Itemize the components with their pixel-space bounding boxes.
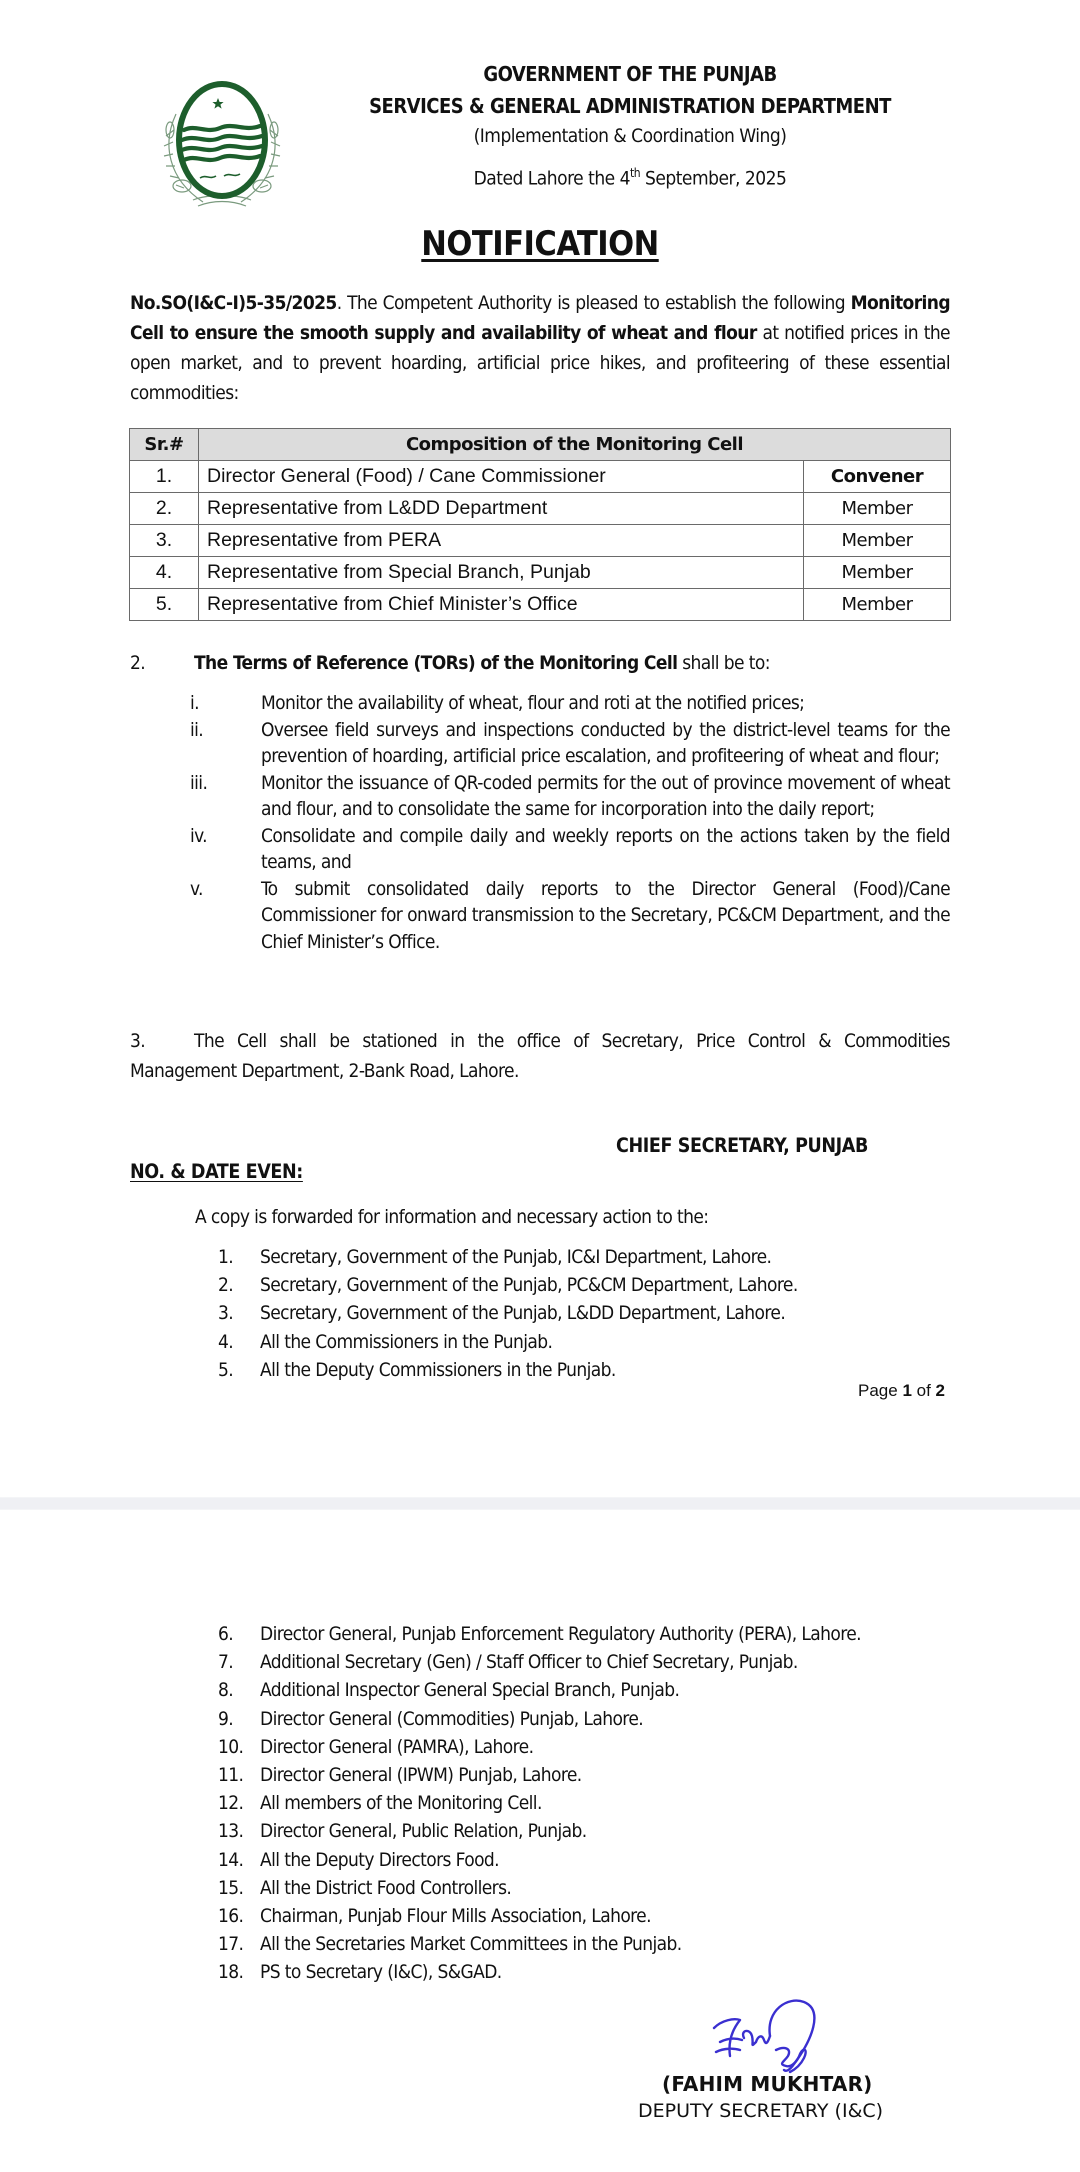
list-marker: 15. — [218, 1876, 244, 1899]
list-item-text: Additional Inspector General Special Branch, Punjab. — [260, 1679, 680, 1702]
list-marker: 9. — [218, 1707, 234, 1730]
reference-number: No.SO(I&C-I)5-35/2025 — [130, 292, 337, 314]
terms-of-reference-section — [130, 648, 950, 955]
list-item-text: Director General (Commodities) Punjab, Lahore. — [260, 1707, 644, 1730]
list-item — [210, 1789, 950, 1817]
distribution-list-page-1 — [210, 1243, 950, 1384]
list-item — [210, 1620, 950, 1648]
column-header-sr: Sr.# — [130, 429, 199, 461]
list-item — [210, 1676, 950, 1704]
list-marker: 8. — [218, 1679, 234, 1702]
paragraph-number: 3. — [130, 1030, 146, 1052]
list-item-text: Monitor the availability of wheat, flour and roti at the notified prices; — [261, 692, 805, 714]
table-row — [130, 589, 951, 621]
list-marker: ii. — [190, 718, 204, 741]
list-item-text: All the Secretaries Market Committees in the Punjab. — [260, 1933, 682, 1956]
signatory-name: (FAHIM MUKHTAR) — [662, 2072, 873, 2096]
serial-cell: 5. — [130, 589, 199, 621]
tor-lead-rest: shall be to: — [677, 652, 770, 674]
list-item — [210, 1817, 950, 1845]
list-marker: 10. — [218, 1735, 244, 1758]
list-marker: i. — [190, 692, 199, 714]
member-cell: Representative from L&DD Department — [199, 493, 804, 525]
list-item — [210, 1958, 950, 1986]
list-marker: 1. — [218, 1246, 234, 1268]
list-item-text: All the Deputy Directors Food. — [260, 1848, 500, 1871]
government-title: GOVERNMENT OF THE PUNJAB — [483, 62, 777, 86]
list-item-text: Oversee field surveys and inspections conducted by the district-level teams for the prevention of hoarding, artificial price escalation, and profiteering of wheat and flour; — [261, 718, 950, 767]
copy-forwarded-text: A copy is forwarded for information and necessary action to the: — [195, 1206, 709, 1228]
list-marker: 14. — [218, 1848, 244, 1871]
list-item-text: Secretary, Government of the Punjab, L&DD Department, Lahore. — [260, 1302, 786, 1325]
list-item-text: All the Commissioners in the Punjab. — [260, 1330, 553, 1353]
tor-lead — [130, 648, 950, 678]
list-item-text: Monitor the issuance of QR-coded permits for the out of province movement of wheat and flour, and to consolidate the same for incorporation into the daily report; — [261, 771, 950, 820]
list-marker: 2. — [218, 1274, 234, 1297]
monitoring-cell-table — [129, 428, 951, 621]
role-cell: Convener — [804, 461, 951, 493]
list-item-text: All the Deputy Commissioners in the Punjab. — [260, 1358, 616, 1381]
list-item-text: Secretary, Government of the Punjab, PC&CM Department, Lahore. — [260, 1274, 798, 1297]
list-item — [210, 1874, 950, 1902]
page-separator — [0, 1497, 1080, 1510]
total-pages: 2 — [935, 1381, 945, 1400]
list-item — [130, 690, 950, 717]
chief-secretary-signatory: CHIEF SECRETARY, PUNJAB — [616, 1134, 868, 1157]
list-item — [210, 1648, 950, 1676]
list-item — [130, 770, 950, 823]
date-prefix: Dated Lahore the 4 — [473, 167, 630, 190]
list-marker: 17. — [218, 1933, 244, 1956]
station-paragraph — [130, 1026, 950, 1086]
date-superscript: th — [629, 166, 641, 180]
table-row — [130, 493, 951, 525]
list-item — [130, 823, 950, 876]
serial-cell: 4. — [130, 557, 199, 589]
list-item-text: Director General (IPWM) Punjab, Lahore. — [260, 1764, 582, 1787]
table-row — [130, 461, 951, 493]
list-marker: 11. — [218, 1764, 244, 1787]
current-page: 1 — [902, 1381, 912, 1400]
tor-heading: The Terms of Reference (TORs) of the Monitoring Cell — [194, 652, 678, 674]
member-cell: Representative from Chief Minister’s Office — [199, 589, 804, 621]
list-item-text: Director General, Punjab Enforcement Regulatory Authority (PERA), Lahore. — [260, 1623, 862, 1645]
list-item-text: Secretary, Government of the Punjab, IC&I Department, Lahore. — [260, 1246, 772, 1268]
list-marker: 16. — [218, 1905, 244, 1928]
notification-title: NOTIFICATION — [421, 224, 659, 264]
list-item — [210, 1705, 950, 1733]
list-item — [210, 1930, 950, 1958]
intro-bold-text: Monitoring Cell to ensure the smooth supply and availability of wheat and flour — [130, 292, 950, 344]
table-row — [130, 525, 951, 557]
member-cell: Representative from PERA — [199, 525, 804, 557]
list-item — [210, 1328, 950, 1356]
serial-cell: 3. — [130, 525, 199, 557]
dated-line — [320, 166, 940, 189]
role-cell: Member — [804, 525, 951, 557]
list-item — [210, 1299, 950, 1327]
list-item-text: Consolidate and compile daily and weekly reports on the actions taken by the field teams, and — [261, 824, 950, 873]
list-marker: iii. — [190, 771, 208, 794]
punjab-emblem-icon — [148, 74, 296, 212]
page-label: Page — [858, 1381, 903, 1400]
role-cell: Member — [804, 493, 951, 525]
member-cell: Director General (Food) / Cane Commissioner — [199, 461, 804, 493]
role-cell: Member — [804, 557, 951, 589]
list-item-text: To submit consolidated daily reports to the Director General (Food)/Cane Commissioner for onward transmission to the Secretary, PC&CM Department, and the Chief Minister’s Office. — [261, 877, 950, 953]
list-item — [210, 1902, 950, 1930]
department-title: SERVICES & GENERAL ADMINISTRATION DEPARTMENT — [369, 94, 891, 118]
list-marker: 18. — [218, 1961, 244, 1984]
table-row — [130, 557, 951, 589]
list-item — [210, 1356, 950, 1384]
list-item — [210, 1846, 950, 1874]
no-date-even-heading: NO. & DATE EVEN: — [130, 1160, 303, 1183]
list-item — [210, 1761, 950, 1789]
serial-cell: 2. — [130, 493, 199, 525]
paragraph-number: 2. — [130, 652, 146, 674]
list-marker: v. — [190, 877, 203, 900]
list-marker: iv. — [190, 824, 208, 847]
page-of: of — [911, 1381, 936, 1400]
station-text: The Cell shall be stationed in the office of Secretary, Price Control & Commodities Management Department, 2-Bank Road, Lahore. — [130, 1030, 950, 1082]
list-marker: 13. — [218, 1820, 244, 1843]
list-marker: 4. — [218, 1330, 234, 1353]
list-item — [210, 1271, 950, 1299]
list-item-text: Chairman, Punjab Flour Mills Association, Lahore. — [260, 1905, 651, 1928]
intro-text: . The Competent Authority is pleased to establish the following — [336, 292, 851, 314]
page-number — [858, 1381, 945, 1401]
list-marker: 7. — [218, 1651, 234, 1674]
serial-cell: 1. — [130, 461, 199, 493]
list-item — [130, 876, 950, 956]
intro-paragraph — [130, 288, 950, 408]
list-marker: 5. — [218, 1358, 234, 1381]
list-item-text: Director General (PAMRA), Lahore. — [260, 1735, 534, 1758]
list-marker: 3. — [218, 1302, 234, 1325]
distribution-list-page-2 — [210, 1620, 950, 1987]
list-item-text: PS to Secretary (I&C), S&GAD. — [260, 1961, 502, 1984]
table-header-row — [130, 429, 951, 461]
list-marker: 6. — [218, 1623, 234, 1645]
date-suffix: September, 2025 — [640, 167, 787, 190]
list-item-text: All the District Food Controllers. — [260, 1876, 512, 1899]
wing-subtitle: (Implementation & Coordination Wing) — [473, 125, 787, 147]
list-item — [210, 1243, 950, 1271]
column-header-composition: Composition of the Monitoring Cell — [199, 429, 951, 461]
list-item-text: All members of the Monitoring Cell. — [260, 1792, 542, 1815]
member-cell: Representative from Special Branch, Punjab — [199, 557, 804, 589]
list-item-text: Additional Secretary (Gen) / Staff Officer to Chief Secretary, Punjab. — [260, 1651, 798, 1674]
list-item — [130, 717, 950, 770]
signatory-designation: DEPUTY SECRETARY (I&C) — [638, 2100, 884, 2122]
list-marker: 12. — [218, 1792, 244, 1815]
intro-text-end: at notified prices in the open market, and to prevent hoarding, artificial price hikes, and profiteering of these essential commodities: — [130, 322, 950, 404]
role-cell: Member — [804, 589, 951, 621]
list-item — [210, 1733, 950, 1761]
list-item-text: Director General, Public Relation, Punjab. — [260, 1820, 587, 1843]
tor-list — [130, 690, 950, 955]
